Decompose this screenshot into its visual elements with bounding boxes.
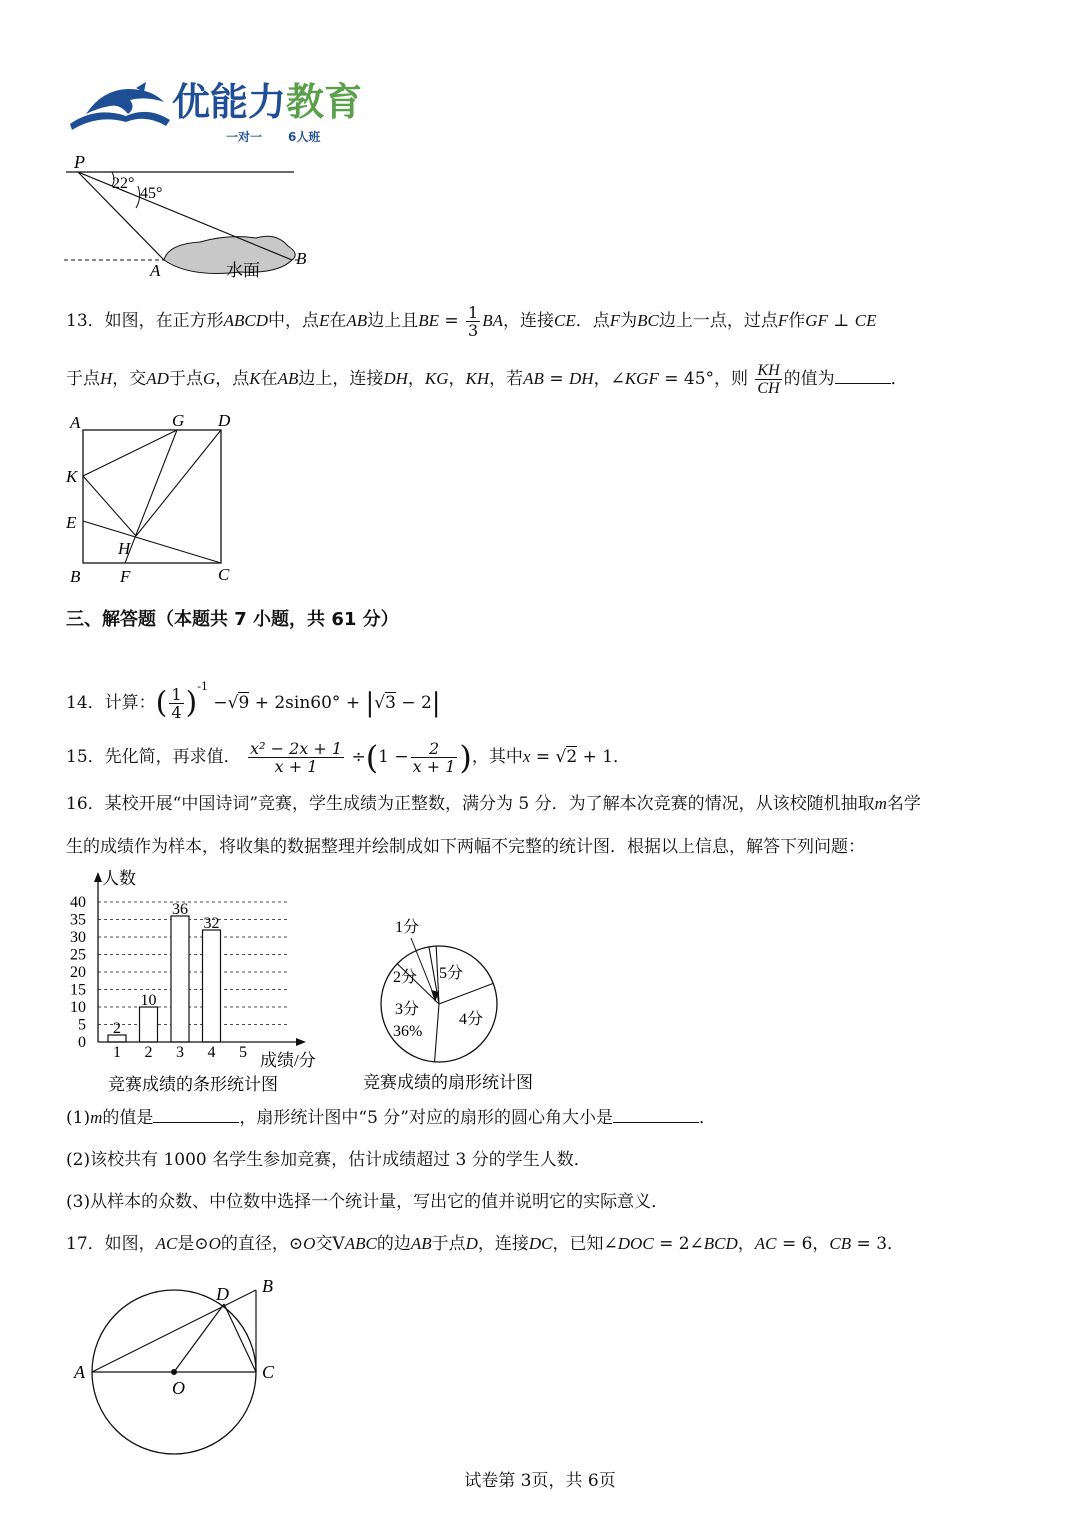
bar-data-label: 10 [140,992,157,1009]
svg-text:H: H [118,539,131,558]
svg-text:G: G [172,411,185,430]
bar [140,1007,158,1042]
logo-tagline [226,128,320,145]
bar-ylabel: 人数 [102,869,136,888]
svg-text:D: D [218,411,231,430]
label-water: 水面 [226,261,260,280]
q15: 15．先化简，再求值． $\frac{\text{x² − 2x + 1}}{x + 1}$ ÷(1 − $\frac{2}{x + 1}$ )，其中x = √2 + 1． [66,738,631,777]
x-tick-label: 1 [113,1044,121,1061]
label-b: B [296,249,307,268]
x-tick-label: 3 [176,1044,184,1061]
svg-text:A: A [70,413,81,432]
bar-data-label: 32 [203,915,220,932]
svg-text:C: C [218,565,230,584]
section-3-heading: 三、解答题（本题共 7 小题，共 61 分） [66,609,399,630]
q13-line2: 于点H，交AD于点G，点K在AB边上，连接DH，KG，KH，若AB = DH，∠KGF = 45°，则 $\frac{KH}{CH}$ 的值为 ． [66,362,908,397]
q16-sub2: (2)该校共有 1000 名学生参加竞赛，估计成绩超过 3 分的学生人数． [66,1150,591,1170]
y-tick-label: 30 [70,929,86,946]
x-tick-label: 4 [207,1044,216,1061]
dolphin-book-icon [66,80,176,140]
y-tick-label: 15 [70,981,86,999]
x-tick-label: 2 [144,1044,153,1061]
pie-label-4: 4分 [459,1011,484,1028]
x-axis-arrow [296,1038,306,1046]
logo-name-green: 教育 [286,80,363,124]
y-tick-label: 10 [70,999,86,1016]
bar-title: 竞赛成绩的条形统计图 [108,1075,278,1094]
y-tick-label: 5 [78,1016,86,1034]
svg-text:A: A [74,1362,85,1382]
q13-line1: 13．如图，在正方形ABCD中，点E在AB边上且BE = $\frac{1}{3}$ BA，连接CE．点F为BC边上一点，过点F作GF ⊥ CE [66,303,877,340]
page-footer: 试卷第 3页，共 6页 [464,1471,616,1491]
svg-text:C: C [262,1362,275,1382]
svg-text:E: E [66,513,77,532]
bar [171,916,189,1042]
square-figure [60,408,240,588]
pie-label-3-pct: 36% [393,1023,423,1040]
label-angle-45: 45° [140,185,163,202]
logo-tagline-right: 6人班 [288,130,321,144]
q16-sub3: (3)从样本的众数、中位数中选择一个统计量，写出它的值并说明它的实际意义． [66,1192,669,1212]
bar-xlabel: 成绩/分 [260,1051,316,1070]
frac-kh-ch: $\frac{KH}{CH}$ [757,362,780,397]
bar [203,930,221,1042]
y-tick-label: 0 [78,1034,86,1051]
q16-line1: 16．某校开展“中国诗词”竞赛，学生成绩为正整数，满分为 5 分．为了解本次竞赛的情况，从该校随机抽取m名学 [66,794,921,814]
label-p: P [74,152,85,172]
label-angle-22: 22° [112,175,135,192]
y-tick-label: 35 [70,911,86,929]
svg-text:O: O [172,1378,185,1398]
q14: 14．计算：( $\frac{1}{4}$ )$^{-1}$ −√9 + 2sin60° + |√3 − 2| [66,680,441,722]
logo-tagline-left: 一对一 [226,130,263,144]
y-tick-label: 40 [70,894,86,911]
pie-title: 竞赛成绩的扇形统计图 [363,1073,533,1092]
frac-one-third: $\frac{1}{3}$ [468,303,479,340]
y-axis-arrow [94,872,102,882]
circle-figure [60,1272,300,1462]
q17-text: 17．如图，AC是⊙O的直径，⊙O交VABC的边AB于点D，连接DC，已知∠DOC = 2∠BCD，AC = 6，CB = 3． [66,1234,905,1254]
bar-chart [60,864,340,1099]
q16-sub1: (1)m的值是 ，扇形统计图中“5 分”对应的扇形的圆心角大小是 ． [66,1108,716,1128]
bar-data-label: 36 [172,901,188,918]
pie-label-5: 5分 [439,965,464,982]
lake-figure [60,150,320,285]
label-a: A [150,261,161,280]
q16-line2: 生的成绩作为样本，将收集的数据整理并绘制成如下两幅不完整的统计图．根据以上信息，解答下列问题： [66,837,865,857]
q16-angle-blank [613,1106,699,1123]
svg-text:F: F [120,567,131,586]
svg-text:B: B [262,1276,273,1296]
y-tick-label: 20 [70,964,86,981]
x-tick-label: 5 [239,1044,247,1061]
svg-text:K: K [66,467,78,486]
pie-label-2: 2分 [393,969,418,986]
logo-name [172,80,362,124]
logo [66,80,386,150]
svg-text:D: D [216,1284,229,1304]
pie-chart [355,910,565,1100]
bar-data-label: 2 [113,1020,121,1037]
svg-text:B: B [70,567,81,586]
pie-label-3: 3分 [395,1001,420,1018]
pie-label-1: 1分 [395,919,420,936]
q13-answer-blank [835,367,891,384]
logo-name-blue: 优能力 [172,80,287,124]
q16-m-blank [153,1106,239,1123]
y-tick-label: 25 [70,946,86,964]
